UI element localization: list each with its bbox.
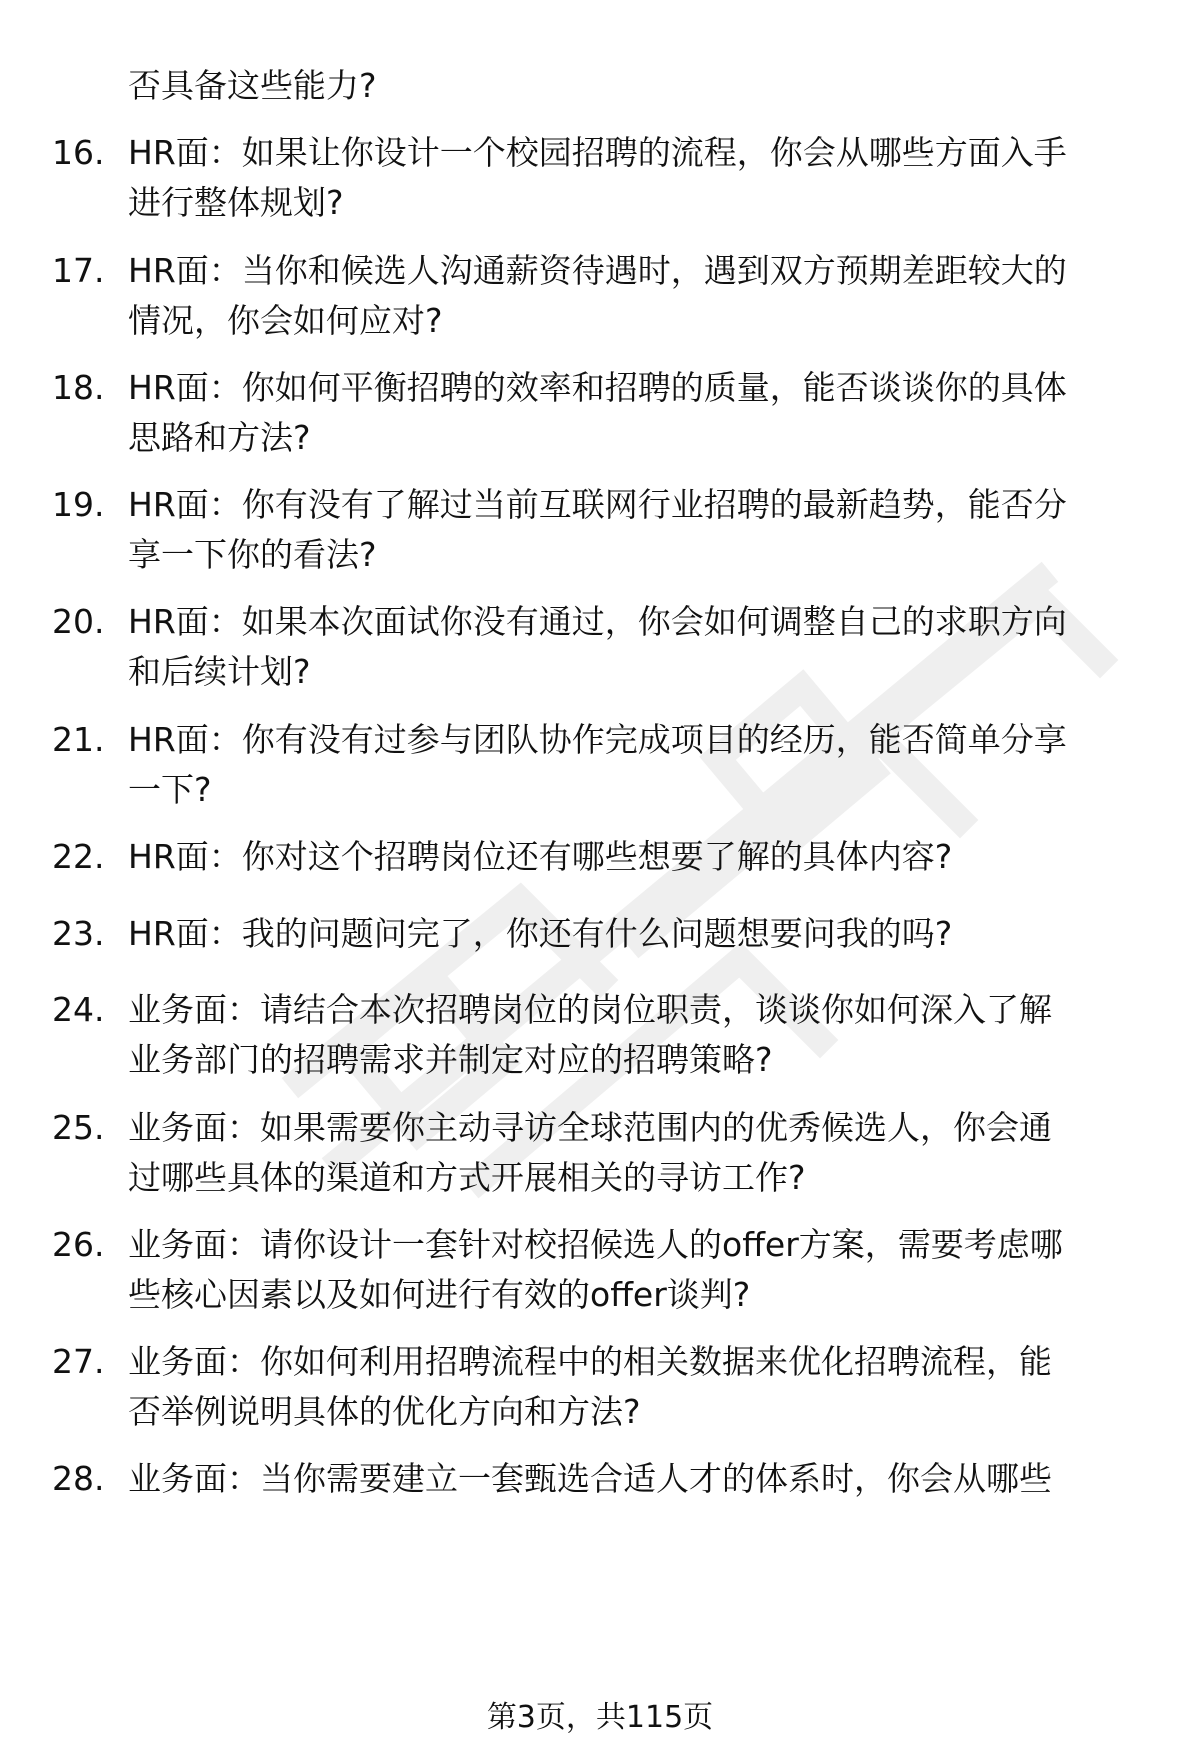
question-number: 23. bbox=[52, 914, 105, 953]
question-number: 19. bbox=[52, 485, 105, 524]
question-text bbox=[128, 1103, 1160, 1203]
question-number: 27. bbox=[52, 1342, 105, 1381]
question-line: 过哪些具体的渠道和方式开展相关的寻访工作? bbox=[128, 1158, 806, 1197]
question-line: 些核心因素以及如何进行有效的offer谈判? bbox=[128, 1275, 751, 1314]
question-number: 20. bbox=[52, 602, 105, 641]
question-line: 享一下你的看法? bbox=[128, 535, 377, 574]
question-number: 22. bbox=[52, 837, 105, 876]
question-text bbox=[128, 832, 1160, 882]
question-number: 24. bbox=[52, 990, 105, 1029]
question-line: 思路和方法? bbox=[128, 418, 311, 457]
question-text bbox=[128, 909, 1160, 959]
question-text bbox=[128, 363, 1160, 463]
question-text bbox=[128, 1454, 1160, 1504]
question-line: 业务面：你如何利用招聘流程中的相关数据来优化招聘流程，能 bbox=[128, 1342, 1052, 1381]
question-line: 情况，你会如何应对? bbox=[128, 301, 443, 340]
question-text bbox=[128, 1220, 1160, 1320]
question-line: 业务部门的招聘需求并制定对应的招聘策略? bbox=[128, 1040, 773, 1079]
question-number: 25. bbox=[52, 1108, 105, 1147]
question-line: HR面：你有没有了解过当前互联网行业招聘的最新趋势，能否分 bbox=[128, 485, 1067, 524]
question-text bbox=[128, 985, 1160, 1085]
question-text bbox=[128, 246, 1160, 346]
page-footer: 第3页，共115页 bbox=[486, 1700, 714, 1735]
question-line: HR面：如果本次面试你没有通过，你会如何调整自己的求职方向 bbox=[128, 602, 1067, 641]
question-line: 和后续计划? bbox=[128, 652, 311, 691]
question-line: 业务面：如果需要你主动寻访全球范围内的优秀候选人，你会通 bbox=[128, 1108, 1052, 1147]
question-line: HR面：我的问题问完了，你还有什么问题想要问我的吗? bbox=[128, 914, 953, 953]
question-number: 18. bbox=[52, 368, 105, 407]
question-line: HR面：你有没有过参与团队协作完成项目的经历，能否简单分享 bbox=[128, 720, 1067, 759]
continuation-line: 否具备这些能力? bbox=[128, 66, 377, 105]
question-number: 16. bbox=[52, 133, 105, 172]
question-line: 否举例说明具体的优化方向和方法? bbox=[128, 1392, 641, 1431]
question-line: 进行整体规划? bbox=[128, 183, 344, 222]
question-number: 26. bbox=[52, 1225, 105, 1264]
question-text bbox=[128, 715, 1160, 815]
question-line: HR面：当你和候选人沟通薪资待遇时，遇到双方预期差距较大的 bbox=[128, 251, 1067, 290]
question-text bbox=[128, 480, 1160, 580]
question-text bbox=[128, 597, 1160, 697]
question-line: 业务面：请结合本次招聘岗位的岗位职责，谈谈你如何深入了解 bbox=[128, 990, 1052, 1029]
question-line: HR面：你对这个招聘岗位还有哪些想要了解的具体内容? bbox=[128, 837, 953, 876]
question-line: HR面：你如何平衡招聘的效率和招聘的质量，能否谈谈你的具体 bbox=[128, 368, 1067, 407]
question-text bbox=[128, 128, 1160, 228]
question-number: 21. bbox=[52, 720, 105, 759]
question-text bbox=[128, 1337, 1160, 1437]
question-line: HR面：如果让你设计一个校园招聘的流程，你会从哪些方面入手 bbox=[128, 133, 1067, 172]
question-line: 一下? bbox=[128, 770, 212, 809]
question-number: 17. bbox=[52, 251, 105, 290]
question-line: 业务面：当你需要建立一套甄选合适人才的体系时，你会从哪些 bbox=[128, 1459, 1052, 1498]
question-line: 业务面：请你设计一套针对校招候选人的offer方案，需要考虑哪 bbox=[128, 1225, 1063, 1264]
question-number: 28. bbox=[52, 1459, 105, 1498]
